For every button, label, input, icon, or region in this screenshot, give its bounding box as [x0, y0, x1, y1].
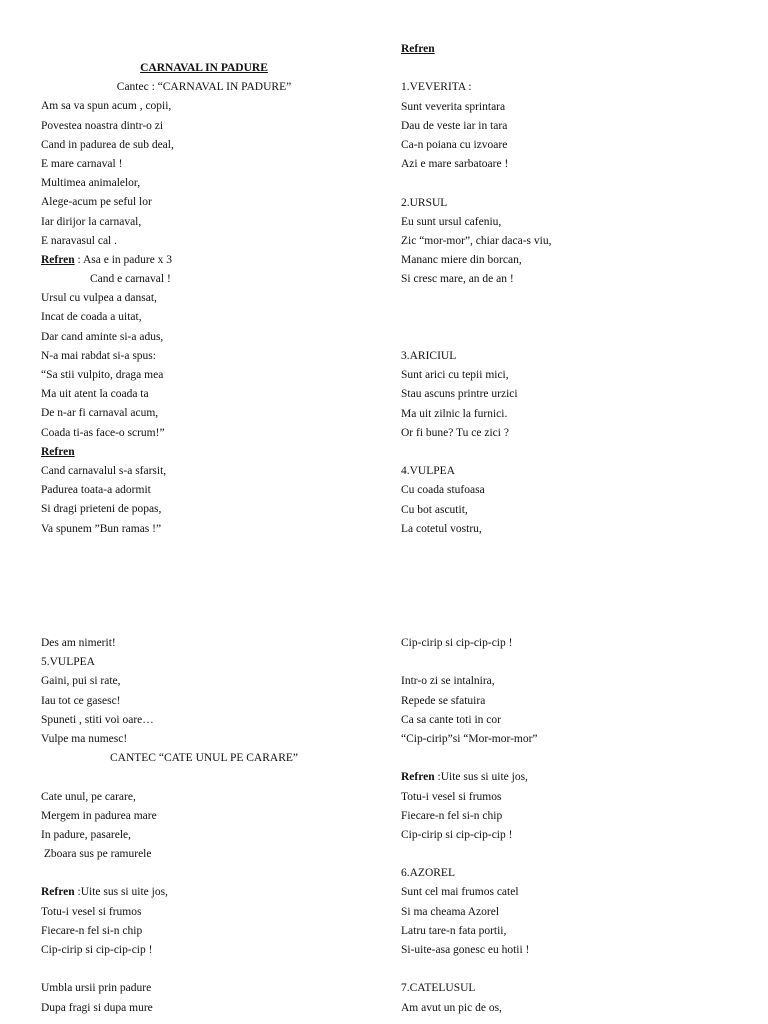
verse-line: Si ma cheama Azorel [401, 905, 500, 918]
verse-line: Fiecare-n fel si-n chip [41, 924, 143, 937]
verse-line: Cip-cirip si cip-cip-cip ! [41, 944, 153, 956]
verse-line: Des am nimerit! [41, 637, 116, 649]
verse-2 [41, 289, 371, 443]
verse-line: Sunt cel mai frumos catel [401, 886, 519, 899]
verse-line: Ca sa cante toti in cor [401, 713, 501, 726]
verse-line: Ma uit atent la coada ta [41, 388, 149, 401]
verse-line: Cu bot ascutit, [401, 503, 468, 516]
stanza-title: 4.VULPEA [401, 465, 455, 478]
song-title: CARNAVAL IN PADURE [140, 62, 268, 74]
stanza-title: 5.VULPEA [41, 656, 95, 669]
verse-line: Stau ascuns printre urzici [401, 388, 518, 401]
verse-line: Mananc miere din borcan, [401, 254, 522, 267]
refrain-label: Refren [41, 886, 75, 899]
verse-line: Azi e mare sarbatoare ! [401, 158, 509, 171]
verse-line: Sunt arici cu tepii mici, [401, 369, 509, 382]
refrain-line [41, 251, 371, 270]
verse-line: Gaini, pui si rate, [41, 675, 121, 688]
verse-line: Va spunem ”Bun ramas !” [41, 522, 162, 535]
refrain-text: :Uite sus si uite jos, [74, 886, 168, 899]
verse-line: Intr-o zi se intalnira, [401, 675, 495, 688]
verse-line: “Sa stii vulpito, draga mea [41, 369, 164, 381]
verse-line: Am avut un pic de os, [401, 1001, 502, 1014]
page1-left-column [41, 59, 371, 539]
refrain-text: :Uite sus si uite jos, [434, 771, 528, 784]
verse-line: Spuneti , stiti voi oare… [41, 713, 154, 726]
verse-line: In padure, pasarele, [41, 828, 132, 841]
refrain-text: : Asa e in padure x 3 [74, 253, 173, 266]
song-title: CANTEC “CATE UNUL PE CARARE” [109, 752, 299, 765]
refrain-line [41, 883, 371, 902]
page1-right-column [401, 40, 741, 539]
verse-line: Multimea animalelor, [41, 177, 141, 190]
verse-line: Si dragi prieteni de popas, [41, 503, 162, 516]
verse-line: Padurea toata-a adormit [41, 484, 151, 497]
verse-line: Repede se sfatuira [401, 694, 486, 707]
page2-left-column [41, 634, 371, 1018]
verse-line: Totu-i vesel si frumos [41, 905, 142, 918]
verse-line: Or fi bune? Tu ce zici ? [401, 426, 509, 439]
verse-line: Ursul cu vulpea a dansat, [41, 292, 157, 305]
refrain-label: Refren [401, 43, 435, 55]
refrain-label: Refren [401, 771, 435, 784]
verse-line: Iau tot ce gasesc! [41, 694, 121, 707]
verse-line: Coada ti-as face-o scrum!” [41, 426, 165, 439]
verse-line: Zboara sus pe ramurele [41, 848, 152, 861]
verse-line: Cip-cirip si cip-cip-cip ! [401, 828, 513, 841]
refrain-line [401, 768, 741, 787]
verse-3 [41, 462, 371, 539]
refrain-label: Refren [41, 253, 75, 266]
verse-line: Vulpe ma numesc! [41, 732, 128, 745]
verse-line: Dar cand aminte si-a adus, [41, 330, 164, 343]
verse-line: Fiecare-n fel si-n chip [401, 809, 503, 822]
stanza-title: 1.VEVERITA : [401, 81, 472, 94]
verse-line: Sunt veverita sprintara [401, 100, 506, 113]
verse-line: E naravasul cal . [41, 234, 117, 247]
verse-line: De n-ar fi carnaval acum, [41, 407, 159, 420]
verse-line: Iar dirijor la carnaval, [41, 215, 142, 228]
verse-line: Cip-cirip si cip-cip-cip ! [401, 637, 513, 649]
stanza-title: 3.ARICIUL [401, 350, 457, 362]
verse-line: Am sa va spun acum , copii, [41, 100, 172, 113]
page2-right-column [401, 634, 741, 1018]
verse-line: Povestea noastra dintr-o zi [41, 119, 164, 132]
verse-line: Alege-acum pe seful lor [41, 196, 152, 209]
song-subtitle: Cantec : “CARNAVAL IN PADURE” [116, 81, 292, 94]
verse-line: Eu sunt ursul cafeniu, [401, 215, 502, 228]
refrain-label: Refren [41, 445, 75, 458]
verse-line: Mergem in padurea mare [41, 809, 157, 822]
verse-line: Si-uite-asa gonesc eu hotii ! [401, 944, 530, 956]
verse-line: Zic “mor-mor”, chiar daca-s viu, [401, 234, 552, 247]
refrain-continuation: Cand e carnaval ! [90, 273, 171, 286]
verse-line: “Cip-cirip”si “Mor-mor-mor” [401, 732, 538, 745]
verse-line: Dau de veste iar in tara [401, 119, 508, 132]
verse-line: Si cresc mare, an de an ! [401, 273, 514, 286]
verse-line: Umbla ursii prin padure [41, 982, 152, 995]
verse-line: Ca-n poiana cu izvoare [401, 138, 508, 151]
verse-line: Ma uit zilnic la furnici. [401, 407, 508, 420]
verse-line: Latru tare-n fata portii, [401, 924, 507, 937]
stanza-title: 6.AZOREL [401, 867, 455, 880]
verse-line: Cand carnavalul s-a sfarsit, [41, 464, 167, 477]
verse-line: Dupa fragi si dupa mure [41, 1001, 153, 1014]
verse-line: Cate unul, pe carare, [41, 790, 136, 803]
verse-line: Cu coada stufoasa [401, 484, 485, 497]
stanza-title: 2.URSUL [401, 196, 448, 209]
verse-line: E mare carnaval ! [41, 157, 123, 170]
verse-line: Totu-i vesel si frumos [401, 790, 502, 803]
verse-line: Cand in padurea de sub deal, [41, 138, 174, 151]
verse-line: Incat de coada a uitat, [41, 311, 142, 324]
verse-line: N-a mai rabdat si-a spus: [41, 349, 156, 362]
verse-1 [41, 97, 371, 251]
stanza-title: 7.CATELUSUL [401, 982, 476, 995]
verse-line: La cotetul vostru, [401, 522, 482, 535]
